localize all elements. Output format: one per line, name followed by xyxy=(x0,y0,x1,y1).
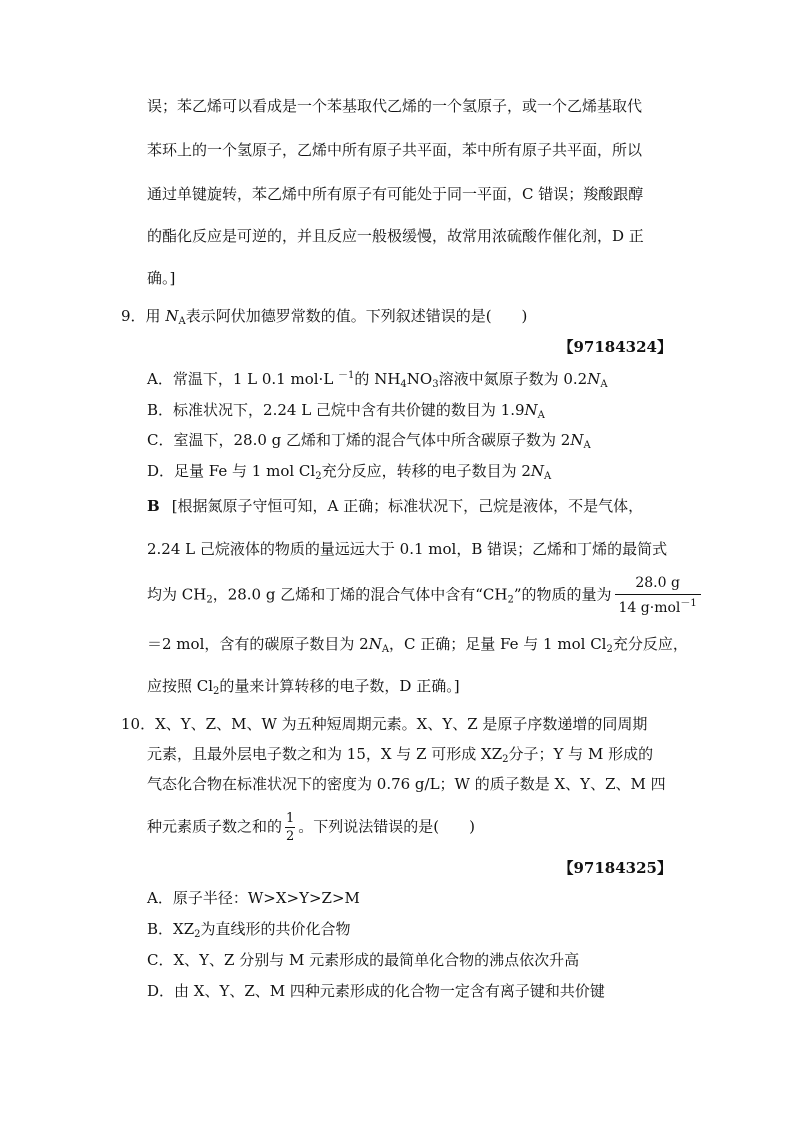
question-10-option-c: C．X、Y、Z 分别与 M 元素形成的最简单化合物的沸点依次升高 xyxy=(147,951,580,969)
question-10-option-a: A．原子半径：W>X>Y>Z>M xyxy=(147,889,360,907)
question-9-explanation-line-2: 2.24 L 己烷液体的物质的量远远大于 0.1 mol，B 错误；乙烯和丁烯的最简式 xyxy=(147,540,668,558)
question-9-option-c: C．室温下，28.0 g 乙烯和丁烯的混合气体中所含碳原子数为 $2N_A$ xyxy=(147,431,591,451)
question-9-reference-code: 【97184324】 xyxy=(558,338,672,356)
prev-explanation-line-5: 确。] xyxy=(147,269,176,287)
question-10-stem-line-3: 气态化合物在标准状况下的密度为 0.76 g/L；W 的质子数是 X、Y、Z、M 四 xyxy=(147,775,666,793)
question-9-explanation-line-5: 应按照 $Cl_2$的量来计算转移的电子数，D 正确。] xyxy=(147,677,460,697)
question-9-option-b: B．标准状况下，2.24 L 己烷中含有共价键的数目为 $1.9N_A$ xyxy=(147,401,545,421)
question-10-option-d: D．由 X、Y、Z、M 四种元素形成的化合物一定含有离子键和共价键 xyxy=(147,982,605,1000)
prev-explanation-line-2: 苯环上的一个氢原子，乙烯中所有原子共平面，苯中所有原子共平面，所以 xyxy=(147,141,643,159)
prev-explanation-line-3: 通过单键旋转，苯乙烯中所有原子有可能处于同一平面，C 错误；羧酸跟醇 xyxy=(147,185,644,203)
half-fraction: $\frac{1}{2}$ xyxy=(286,811,295,844)
question-10-stem-line-1: 10．X、Y、Z、M、W 为五种短周期元素。X、Y、Z 是原子序数递增的同周期 xyxy=(121,715,648,733)
question-9-answer: B xyxy=(147,497,160,515)
molar-fraction: $\frac{28.0 g}{14 g\cdot mol^{-1}}$ xyxy=(615,576,701,615)
question-10-number: 10． xyxy=(121,715,156,733)
question-9-explanation-line-4: ＝2 mol，含有的碳原子数目为 $2N_A$，C 正确；足量 Fe 与 1 mol $Cl_2$充分反应， xyxy=(147,635,688,655)
question-9-number: 9． xyxy=(121,307,146,325)
question-9-stem: 9．用 $N_A$表示阿伏加德罗常数的值。下列叙述错误的是( ) xyxy=(121,307,528,327)
prev-explanation-line-4: 的酯化反应是可逆的，并且反应一般极缓慢，故常用浓硫酸作催化剂，D 正 xyxy=(147,227,644,245)
question-9-option-d: D．足量 Fe 与 1 mol $Cl_2$充分反应，转移的电子数目为 $2N_A$ xyxy=(147,462,552,482)
question-10-reference-code: 【97184325】 xyxy=(558,859,672,877)
question-9-explanation-line-3: 均为 $CH_2$，28.0 g 乙烯和丁烯的混合气体中含有“$CH_2$”的物质的量为 $\frac{28.0 g}{14 g\cdot mol^{-1}}$ xyxy=(147,576,704,615)
question-10-stem-line-4: 种元素质子数之和的 $\frac{1}{2}$ 。下列说法错误的是( ) xyxy=(147,811,476,844)
prev-explanation-line-1: 误；苯乙烯可以看成是一个苯基取代乙烯的一个氢原子，或一个乙烯基取代 xyxy=(147,97,643,115)
question-10-stem-line-2: 元素，且最外层电子数之和为 15，X 与 Z 可形成 $XZ_2$分子；Y 与 M 形成的 xyxy=(147,745,654,765)
question-9-explanation-line-1: B [根据氮原子守恒可知，A 正确；标准状况下，己烷是液体，不是气体， xyxy=(147,497,644,515)
question-9-option-a: A．常温下，1 L 0.1 mol·L $^{-1}$的 $NH_4NO_3$溶液中氮原子数为 $0.2N_A$ xyxy=(147,370,608,390)
question-10-option-b: B．$XZ_2$为直线形的共价化合物 xyxy=(147,920,351,940)
